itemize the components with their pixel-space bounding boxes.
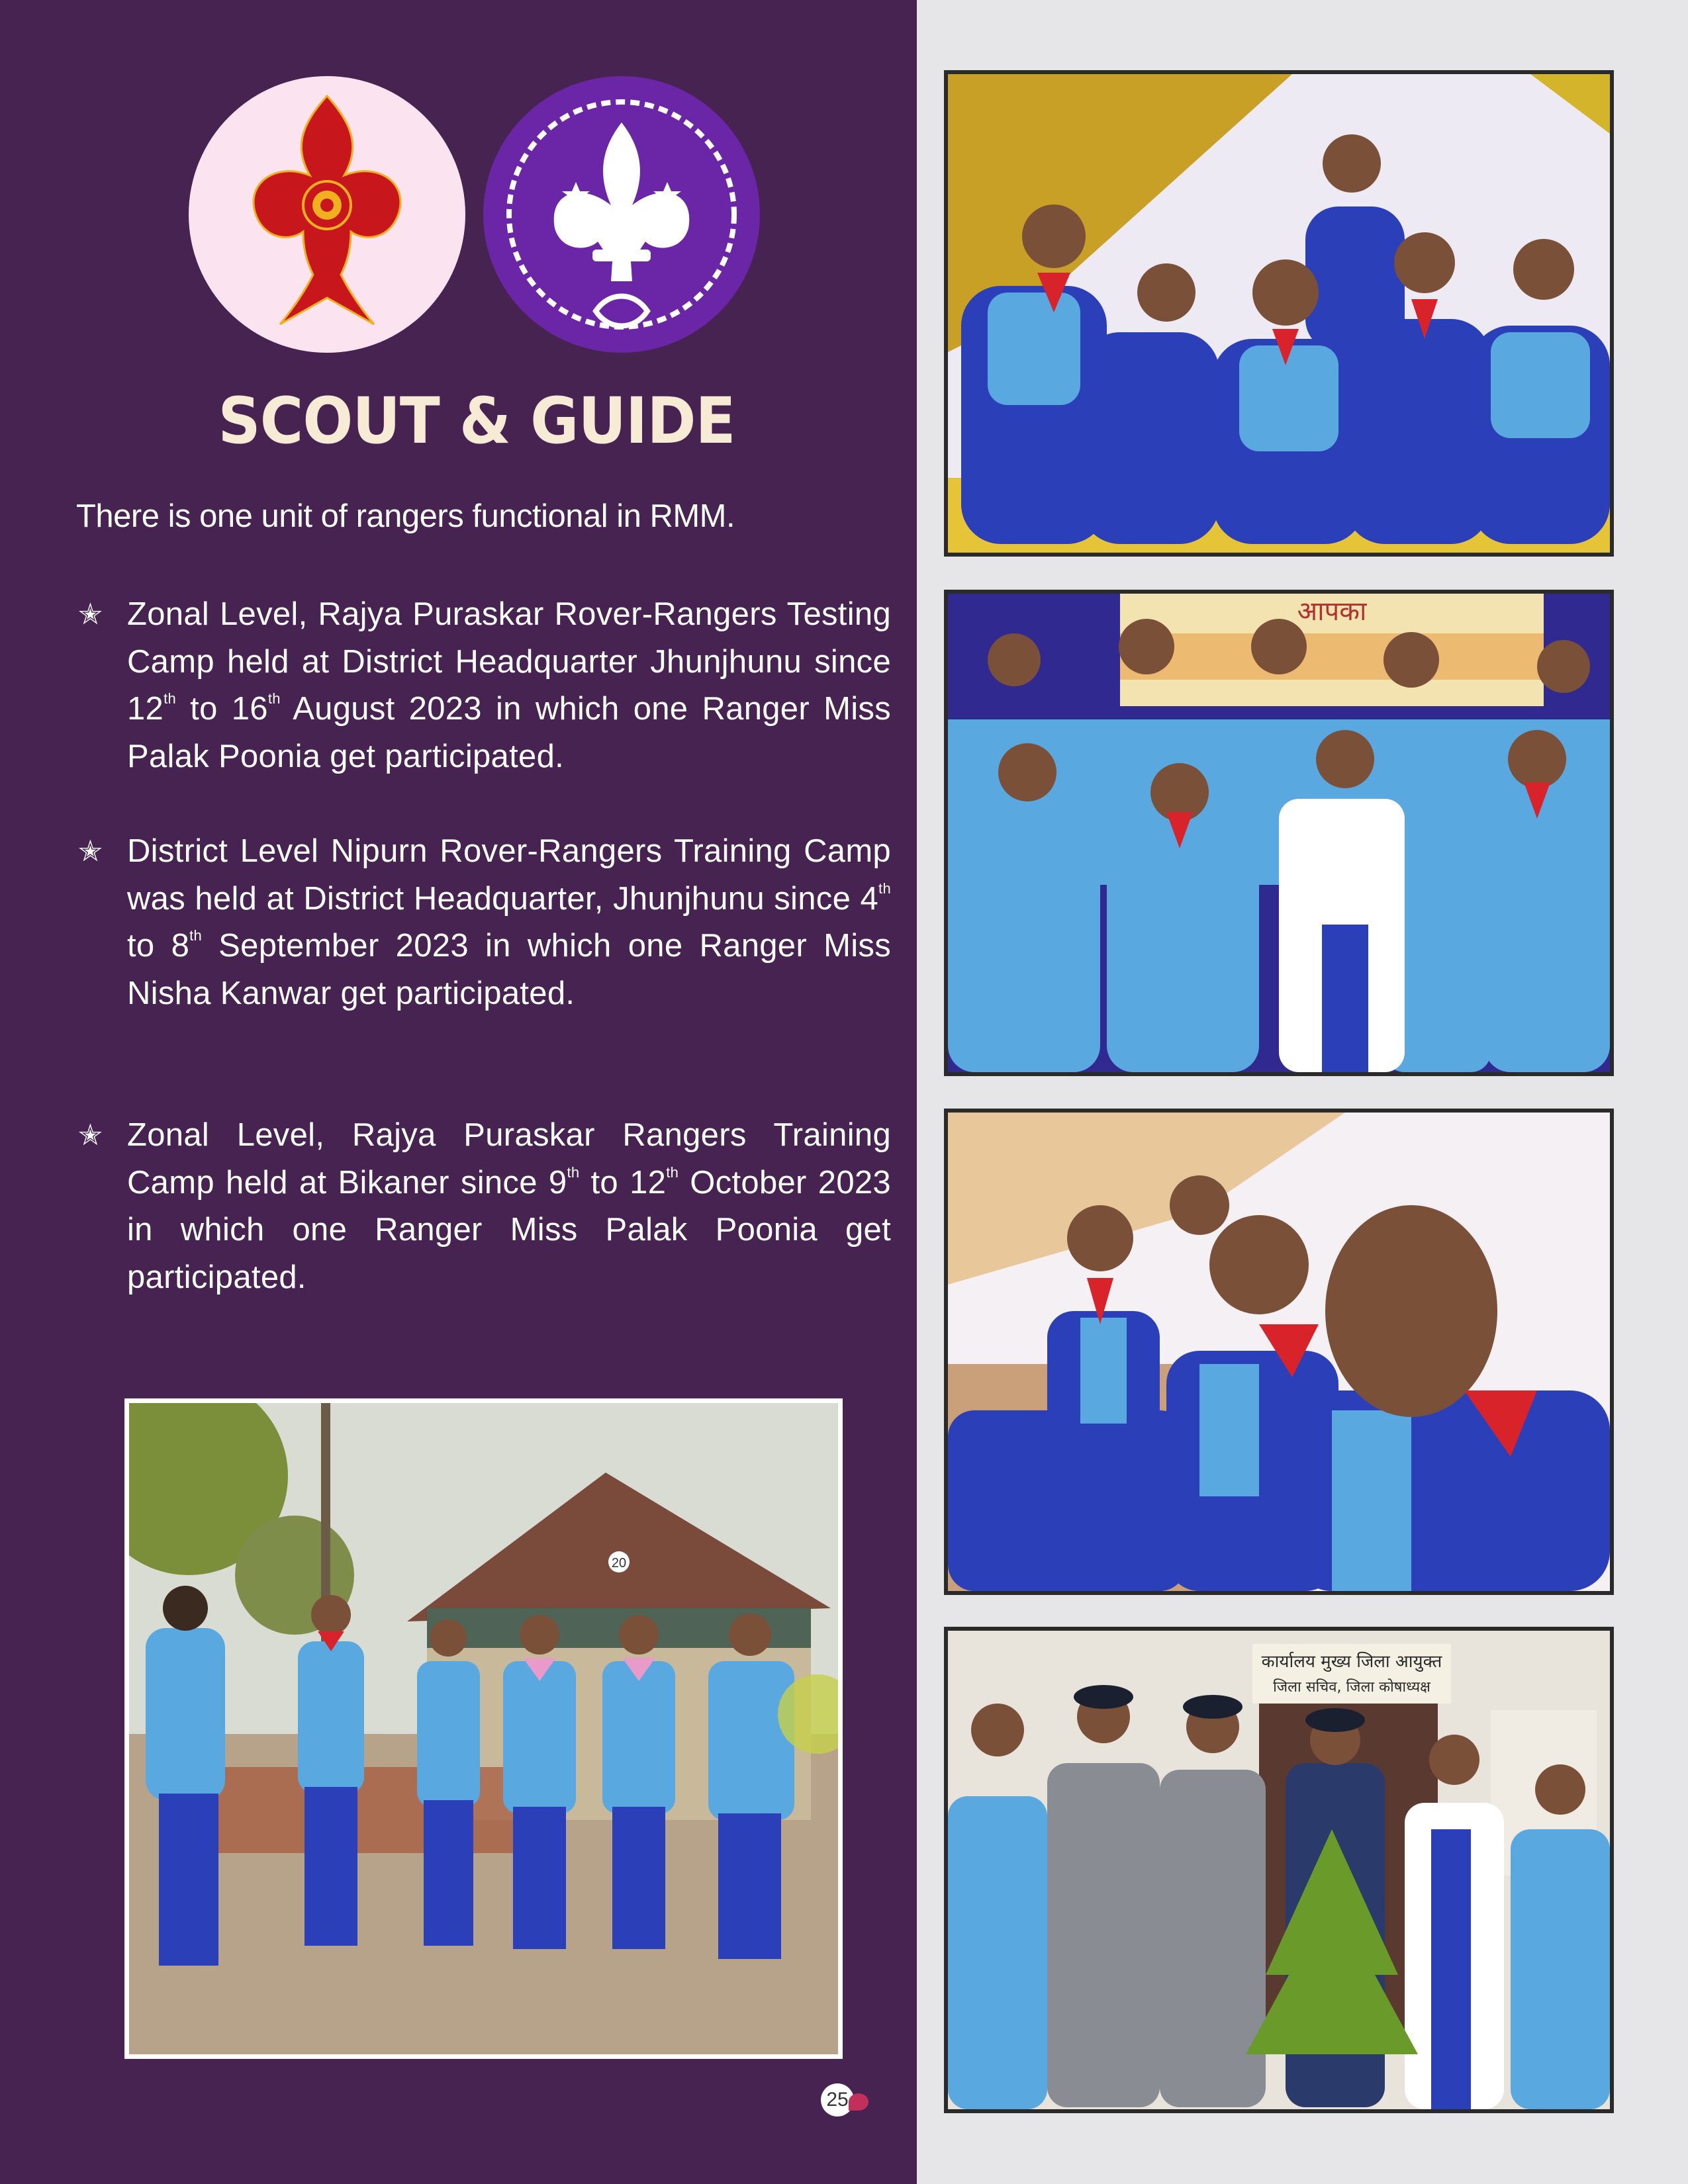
bullet-text: District Level Nipurn Rover-Rangers Training Camp was held at District Headquarter, Jhunjhunu since 4th to 8th September 2023 in which one Ranger Miss Nisha Kanwar get participated. [127, 833, 891, 1011]
selfie-group-photo [944, 1109, 1614, 1595]
star-outline-icon: ✭ [78, 1118, 103, 1152]
office-sign-line1: कार्यालय मुख्य जिला आयुक्त [1261, 1652, 1442, 1672]
bullet-item [78, 591, 891, 780]
tent-group-photo [944, 70, 1614, 557]
salute-ceremony-photo [124, 1398, 843, 2059]
guide-trefoil-logo [189, 76, 465, 353]
banner-text: आपका [1297, 596, 1367, 627]
page-title: SCOUT & GUIDE [218, 384, 735, 458]
bullet-item [78, 1112, 891, 1301]
banner-number: 20 [611, 1556, 627, 1570]
group-pose-photo [944, 590, 1614, 1076]
bullet-text: Zonal Level, Rajya Puraskar Rover-Rangers Testing Camp held at District Headquarter Jhunjhunu since 12th to 16th August 2023 in which one Ranger Miss Palak Poonia get participated. [127, 596, 891, 774]
page-number-flourish-icon [849, 2093, 868, 2111]
star-outline-icon: ✭ [78, 598, 103, 631]
scout-fleur-de-lis-logo [483, 76, 760, 353]
star-outline-icon: ✭ [78, 835, 103, 868]
intro-text: There is one unit of rangers functional in RMM. [76, 498, 735, 534]
office-sign-line2: जिला सचिव, जिला कोषाध्यक्ष [1273, 1679, 1430, 1696]
bullet-item [78, 828, 891, 1017]
bullet-text: Zonal Level, Rajya Puraskar Rangers Training Camp held at Bikaner since 9th to 12th October 2023 in which one Ranger Miss Palak Poonia get participated. [127, 1117, 891, 1295]
office-group-photo [944, 1627, 1614, 2113]
page-number: 25 [821, 2083, 854, 2116]
